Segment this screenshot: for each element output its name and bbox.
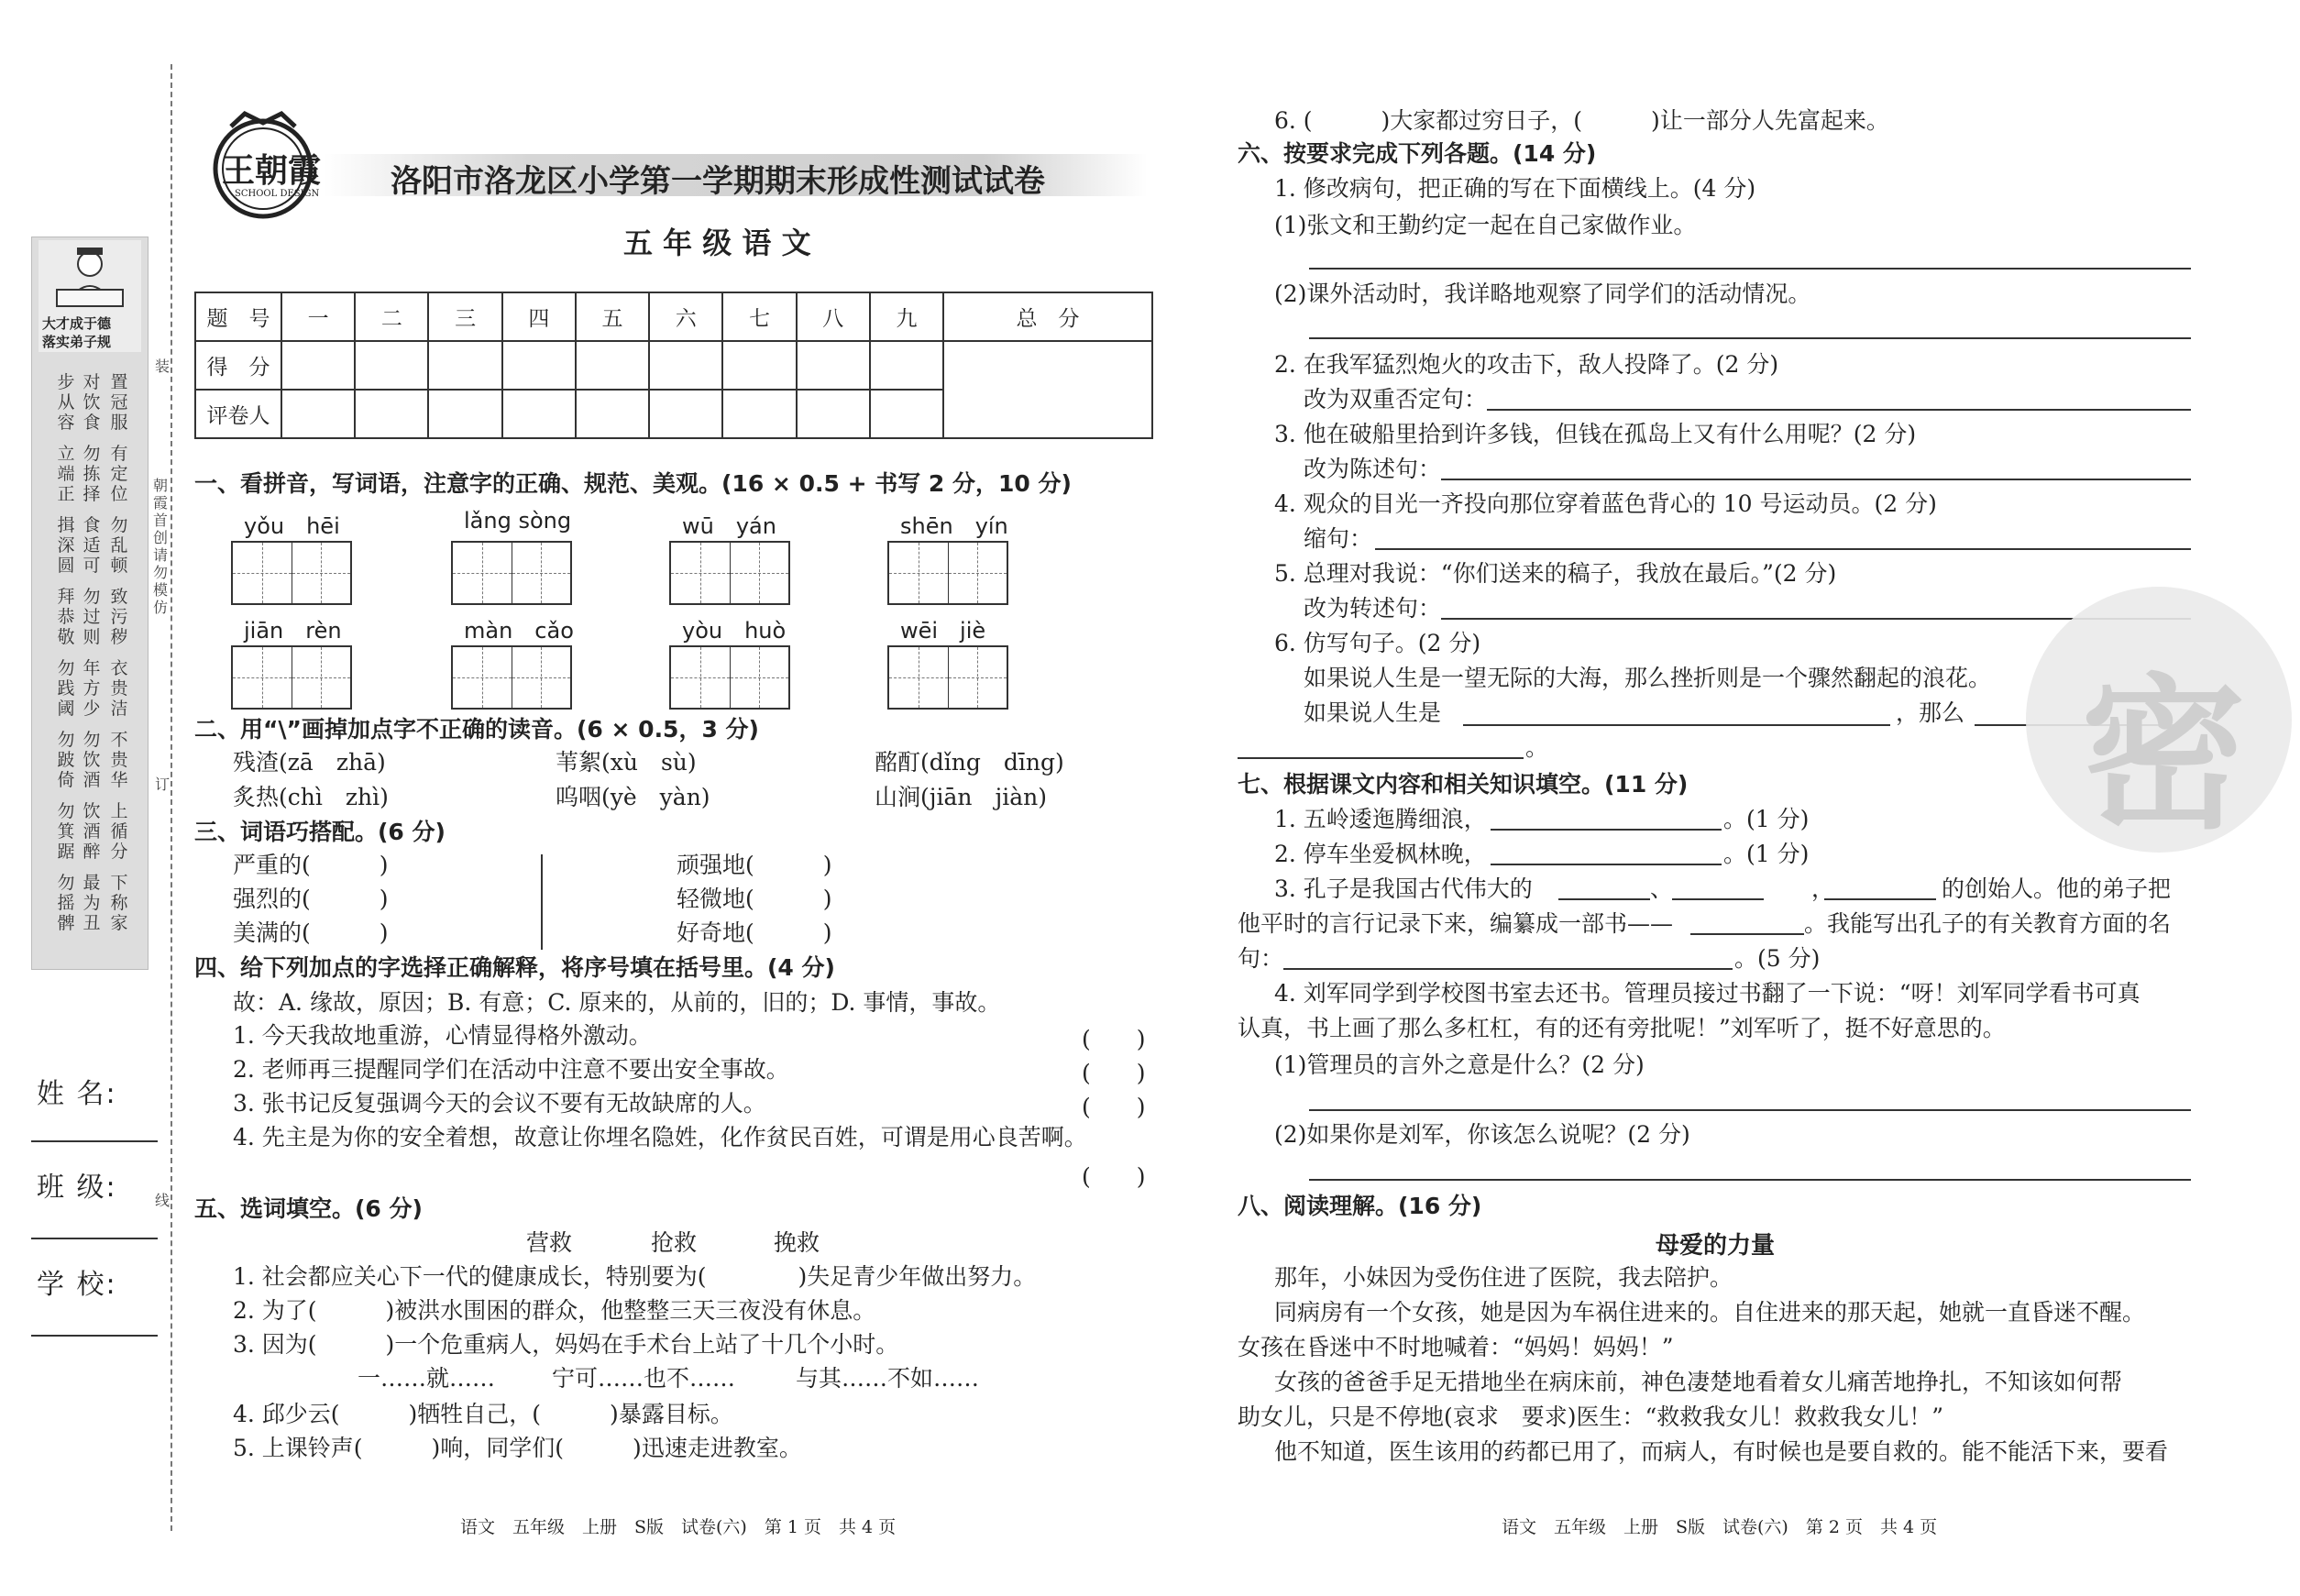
footer-page-2: 语文 五年级 上册 S版 试卷(六) 第 2 页 共 4 页 xyxy=(1502,1517,1938,1537)
s7-q4-sub1-line[interactable] xyxy=(1309,1109,2191,1111)
s7-q4-sub1: (1)管理员的言外之意是什么？(2 分) xyxy=(1274,1051,1645,1078)
rule-column: 食适可 xyxy=(83,515,101,576)
motto-line-1: 大才成于德 xyxy=(42,315,112,332)
s2-item-2: 苇絮(xù sù) xyxy=(556,749,697,776)
s7-q3-part4: 的创始人。他的弟子把 xyxy=(1942,875,2172,902)
pinyin-label: shēn yín xyxy=(900,513,1008,539)
s5-word-3: 挽救 xyxy=(774,1229,820,1256)
s5-conj-2: 宁可……也不…… xyxy=(552,1365,736,1392)
writing-grid[interactable] xyxy=(669,645,790,710)
s2-item-5: 呜咽(yè yàn) xyxy=(556,784,710,810)
name-label: 姓 名: xyxy=(37,1078,117,1110)
rule-column: 衣贵洁 xyxy=(110,658,128,719)
score-header-cell: 三 xyxy=(428,292,501,341)
rule-column: 对饮食 xyxy=(83,372,101,433)
s7-q2-score: 。(1 分) xyxy=(1723,841,1810,867)
pinyin-label: wēi jiè xyxy=(900,618,986,644)
s4-item-1: 1. 今天我故地重游，心情显得格外激动。 xyxy=(233,1022,652,1049)
s3-divider xyxy=(541,854,543,950)
school-field[interactable] xyxy=(31,1335,158,1337)
logo-text: 王朝霞 xyxy=(222,151,322,190)
writing-grid[interactable] xyxy=(231,645,352,710)
reading-line-4: 女孩的爸爸手足无措地坐在病床前，神色凄楚地看着女儿痛苦地挣扎，不知该如何帮 xyxy=(1274,1369,2123,1395)
s6-q6-blank-1[interactable] xyxy=(1463,724,1890,726)
rule-column: 有定位 xyxy=(110,444,128,504)
logo-subtext: SCHOOL DESIGN xyxy=(235,189,320,199)
s3-left-3: 美满的( ) xyxy=(233,919,389,946)
writing-grid[interactable] xyxy=(887,645,1008,710)
scholar-figure-icon xyxy=(39,240,141,314)
pinyin-label: yòu huò xyxy=(682,618,787,644)
rule-column: 勿跛倚 xyxy=(57,730,75,790)
pinyin-label: wū yán xyxy=(682,513,776,539)
s5-item-1: 1. 社会都应关心下一代的健康成长，特别要为( )失足青少年做出努力。 xyxy=(233,1263,1037,1290)
rule-column: 勿箕踞 xyxy=(57,801,75,862)
exam-subtitle: 五 年 级 语 文 xyxy=(623,226,811,260)
s5-word-1: 营救 xyxy=(526,1229,573,1256)
rule-column: 揖深圆 xyxy=(57,515,75,576)
mark-zhuang: 装 xyxy=(154,358,170,375)
score-header-cell: 总 分 xyxy=(943,292,1152,341)
s5-conj-1: 一……就…… xyxy=(358,1365,496,1392)
rule-column: 拜恭敬 xyxy=(57,587,75,647)
s6-q4: 4. 观众的目光一齐投向那位穿着蓝色背心的 10 号运动员。(2 分) xyxy=(1274,490,1937,517)
s6-q3-answer-line[interactable] xyxy=(1441,479,2191,480)
s6-q1a: (1)张文和王勤约定一起在自己家做作业。 xyxy=(1274,212,1697,238)
s7-q4-line1: 4. 刘军同学到学校图书室去还书。管理员接过书翻了一下说：“呀！刘军同学看书可真 xyxy=(1274,980,2140,1007)
s7-q3-part5: 他平时的言行记录下来，编纂成一部书—— xyxy=(1238,910,1674,937)
s6-q1b-answer-line[interactable] xyxy=(1309,337,2191,339)
rule-column: 最为丑 xyxy=(83,873,101,933)
pinyin-label: jiān rèn xyxy=(244,618,342,644)
score-header-cell: 六 xyxy=(649,292,722,341)
s7-q4-line2: 认真，书上画了那么多杠杠，有的还有旁批呢！”刘军听了，挺不好意思的。 xyxy=(1238,1015,2006,1041)
motto-box xyxy=(39,240,141,352)
rule-column: 年方少 xyxy=(83,658,101,719)
s5-item-6: 6. ( )大家都过穷日子，( )让一部分人先富起来。 xyxy=(1274,107,1889,134)
rule-column: 勿乱顿 xyxy=(110,515,128,576)
writing-grid[interactable] xyxy=(887,541,1008,605)
s6-q2-prompt: 改为双重否定句： xyxy=(1304,386,1488,413)
rule-column: 勿过则 xyxy=(83,587,101,647)
s4-answer-3[interactable]: ( ) xyxy=(1082,1094,1146,1120)
pinyin-label: màn cǎo xyxy=(464,618,574,644)
mark-ding: 订 xyxy=(154,776,170,793)
s7-q1: 1. 五岭逶迤腾细浪， xyxy=(1274,806,1487,832)
binding-line xyxy=(171,64,172,1531)
writing-grid[interactable] xyxy=(451,541,572,605)
score-header-cell: 二 xyxy=(355,292,428,341)
writing-grid[interactable] xyxy=(231,541,352,605)
s2-item-4: 炙热(chì zhì) xyxy=(233,784,389,810)
s3-right-1: 顽强地( ) xyxy=(677,852,832,878)
s6-q6-mid: ，那么 xyxy=(1896,699,1965,726)
s6-q6-example: 如果说人生是一望无际的大海，那么挫折则是一个骤然翻起的浪花。 xyxy=(1304,665,1992,691)
rule-column: 立端正 xyxy=(57,444,75,504)
rule-column: 勿拣择 xyxy=(83,444,101,504)
s2-item-3: 酩酊(dǐng dīng) xyxy=(875,749,1064,776)
s6-q6-start: 如果说人生是 xyxy=(1304,699,1442,726)
rule-column: 不贵华 xyxy=(110,730,128,790)
s5-conj-3: 与其……不如…… xyxy=(796,1365,980,1392)
s7-q1-score: 。(1 分) xyxy=(1723,806,1810,832)
reading-line-3: 女孩在昏迷中不时地喊着：“妈妈！妈妈！” xyxy=(1238,1334,1674,1360)
score-header-cell: 五 xyxy=(576,292,649,341)
s6-q2-answer-line[interactable] xyxy=(1487,409,2191,411)
s6-q6: 6. 仿写句子。(2 分) xyxy=(1274,630,1481,656)
section-6-heading: 六、按要求完成下列各题。(14 分) xyxy=(1238,140,1597,167)
rule-column: 下称家 xyxy=(110,873,128,933)
s2-item-6: 山涧(jiān jiàn) xyxy=(875,784,1048,810)
s7-q3-score: 。(5 分) xyxy=(1734,945,1821,972)
s6-q3-prompt: 改为陈述句： xyxy=(1304,456,1442,482)
s4-item-2: 2. 老师再三提醒同学们在活动中注意不要出安全事故。 xyxy=(233,1056,789,1083)
rule-column: 勿饮酒 xyxy=(83,730,101,790)
score-header-cell: 四 xyxy=(502,292,576,341)
pinyin-label: yǒu hēi xyxy=(244,513,340,539)
section-2-heading: 二、用“\”画掉加点字不正确的读音。(6 × 0.5，3 分) xyxy=(194,716,759,743)
s4-item-4: 4. 先主是为你的安全着想，故意让你埋名隐姓，化作贫民百姓，可谓是用心良苦啊。 xyxy=(233,1124,1087,1150)
s7-q1-blank[interactable] xyxy=(1491,829,1722,831)
s4-answer-1[interactable]: ( ) xyxy=(1082,1026,1146,1052)
writing-grid[interactable] xyxy=(669,541,790,605)
s5-item-5: 5. 上课铃声( )响，同学们( )迅速走进教室。 xyxy=(233,1435,802,1461)
s7-q3-part7: 句： xyxy=(1238,945,1284,972)
mark-xian: 线 xyxy=(154,1192,170,1209)
s5-item-4: 4. 邱少云( )牺牲自己，( )暴露目标。 xyxy=(233,1401,733,1427)
s6-q5-prompt: 改为转述句： xyxy=(1304,595,1442,622)
s5-item-2: 2. 为了( )被洪水围困的群众，他整整三天三夜没有休息。 xyxy=(233,1297,876,1324)
score-table xyxy=(194,292,1153,439)
s5-item-3: 3. 因为( )一个危重病人，妈妈在手术台上站了十几个小时。 xyxy=(233,1331,899,1358)
footer-page-1: 语文 五年级 上册 S版 试卷(六) 第 1 页 共 4 页 xyxy=(460,1517,897,1537)
s6-q5: 5. 总理对我说：“你们送来的稿子，我放在最后。”(2 分) xyxy=(1274,560,1837,587)
s5-word-2: 抢救 xyxy=(651,1229,698,1256)
s6-q2: 2. 在我军猛烈炮火的攻击下，敌人投降了。(2 分) xyxy=(1274,351,1779,378)
section-7-heading: 七、根据课文内容和相关知识填空。(11 分) xyxy=(1238,771,1689,798)
rule-column: 置冠服 xyxy=(110,372,128,433)
s7-q3-part1: 3. 孔子是我国古代伟大的 xyxy=(1274,875,1533,902)
publisher-logo xyxy=(194,106,332,225)
reading-line-2: 同病房有一个女孩，她是因为车祸住进来的。自住进来的那天起，她就一直昏迷不醒。 xyxy=(1274,1299,2146,1326)
s6-q1a-answer-line[interactable] xyxy=(1309,268,2191,270)
s7-q2: 2. 停车坐爱枫林晚， xyxy=(1274,841,1487,867)
s3-right-3: 好奇地( ) xyxy=(677,919,832,946)
s7-q3-blank-1[interactable] xyxy=(1558,898,1650,900)
reading-line-1: 那年，小妹因为受伤住进了医院，我去陪护。 xyxy=(1274,1264,1733,1291)
copyright-vertical: 朝霞首创 请勿模仿 xyxy=(152,477,168,616)
s4-item-3: 3. 张书记反复强调今天的会议不要有无故缺席的人。 xyxy=(233,1090,766,1117)
s4-answer-2[interactable]: ( ) xyxy=(1082,1060,1146,1086)
section-3-heading: 三、词语巧搭配。(6 分) xyxy=(194,819,446,845)
s7-q3-blank-3[interactable] xyxy=(1824,898,1936,900)
section-5-heading: 五、选词填空。(6 分) xyxy=(194,1195,423,1222)
s7-q3-part3: ， xyxy=(1811,875,1835,902)
s7-q4-sub2-line[interactable] xyxy=(1309,1179,2191,1181)
section-8-heading: 八、阅读理解。(16 分) xyxy=(1238,1193,1482,1219)
s3-left-2: 强烈的( ) xyxy=(233,886,389,912)
name-field[interactable] xyxy=(31,1140,158,1142)
rule-column: 勿践阈 xyxy=(57,658,75,719)
s6-q1b: (2)课外活动时，我详略地观察了同学们的活动情况。 xyxy=(1274,281,1811,307)
s7-q3-part2: 、 xyxy=(1650,875,1674,902)
s6-q4-answer-line[interactable] xyxy=(1375,548,2191,550)
s6-q6-end: 。 xyxy=(1525,734,1549,761)
s7-q3-part6: 。我能写出孔子的有关教育方面的名 xyxy=(1804,910,2172,937)
rule-column: 致污秽 xyxy=(110,587,128,647)
s4-options: 故：A. 缘故，原因；B. 有意；C. 原来的，从前的，旧的；D. 事情，事故。 xyxy=(233,989,1001,1016)
writing-grid[interactable] xyxy=(451,645,572,710)
class-label: 班 级: xyxy=(37,1172,117,1204)
s6-q4-prompt: 缩句： xyxy=(1304,525,1373,552)
secret-stamp-text: 密 xyxy=(2081,658,2247,852)
school-label: 学 校: xyxy=(37,1269,117,1301)
s6-q3: 3. 他在破船里拾到许多钱，但钱在孤岛上又有什么用呢？(2 分) xyxy=(1274,421,1917,447)
pinyin-label: lǎng sòng xyxy=(464,508,572,534)
score-row-label: 得 分 xyxy=(195,341,281,390)
score-header-cell: 九 xyxy=(870,292,943,341)
s3-right-2: 轻微地( ) xyxy=(677,886,832,912)
score-header-cell: 题 号 xyxy=(195,292,281,341)
score-header-cell: 一 xyxy=(281,292,355,341)
s7-q3-blank-2[interactable] xyxy=(1672,898,1764,900)
score-header-cell: 七 xyxy=(722,292,796,341)
s7-q3-blank-4[interactable] xyxy=(1690,933,1804,935)
s7-q3-blank-5[interactable] xyxy=(1283,968,1733,970)
reading-line-6: 他不知道，医生该用的药都已用了，而病人，有时候也是要自救的。能不能活下来，要看 xyxy=(1274,1438,2169,1465)
class-field[interactable] xyxy=(31,1238,158,1239)
rule-column: 上循分 xyxy=(110,801,128,862)
s4-answer-4[interactable]: ( ) xyxy=(1082,1163,1146,1190)
section-1-heading: 一、看拼音，写词语，注意字的正确、规范、美观。(16 × 0.5 + 书写 2 分，10 分) xyxy=(194,470,1072,497)
motto-line-2: 落实弟子规 xyxy=(42,334,112,350)
s6-q6-blank-3[interactable] xyxy=(1238,757,1524,759)
rule-column: 勿摇髀 xyxy=(57,873,75,933)
s2-item-1: 残渣(zā zhā) xyxy=(233,749,386,776)
exam-title: 洛阳市洛龙区小学第一学期期末形成性测试试卷 xyxy=(391,163,1045,200)
rule-column: 步从容 xyxy=(57,372,75,433)
section-4-heading: 四、给下列加点的字选择正确解释，将序号填在括号里。(4 分) xyxy=(194,954,835,981)
reading-title: 母爱的力量 xyxy=(1656,1232,1776,1260)
grader-row-label: 评卷人 xyxy=(195,390,281,438)
s3-left-1: 严重的( ) xyxy=(233,852,389,878)
s6-q1: 1. 修改病句，把正确的写在下面横线上。(4 分) xyxy=(1274,175,1756,202)
reading-line-5: 助女儿，只是不停地(哀求 要求)医生：“救救我女儿！救救我女儿！” xyxy=(1238,1403,1944,1430)
rule-column: 饮酒醉 xyxy=(83,801,101,862)
s7-q2-blank[interactable] xyxy=(1491,864,1722,865)
score-header-cell: 八 xyxy=(797,292,870,341)
s7-q4-sub2: (2)如果你是刘军，你该怎么说呢？(2 分) xyxy=(1274,1121,1690,1148)
